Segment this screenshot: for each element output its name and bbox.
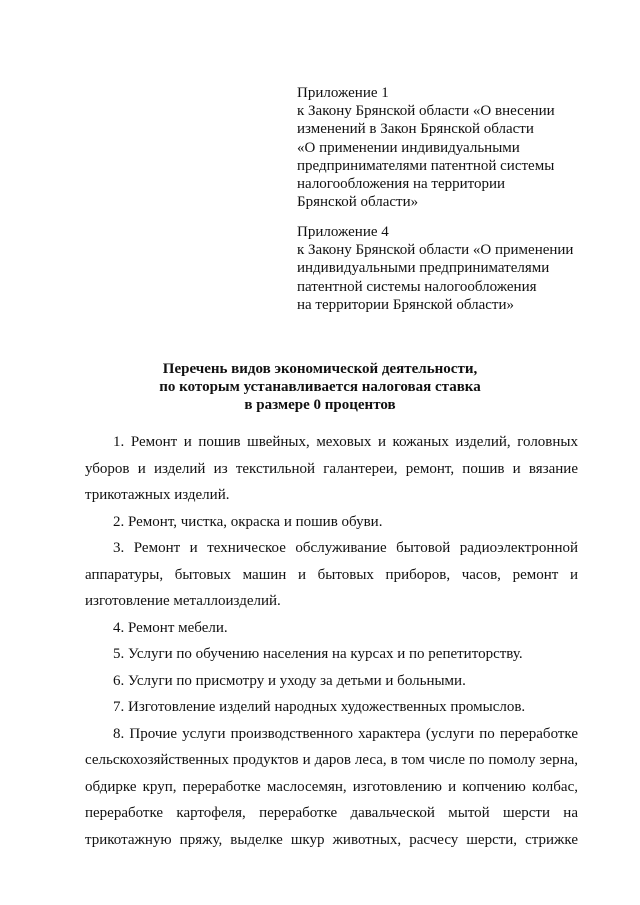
appendix-1-line: налогообложения на территории <box>297 176 506 193</box>
list-item: 4. Ремонт мебели. <box>113 619 228 636</box>
appendix-4-header <box>297 223 597 314</box>
list-item: 1. Ремонт и пошив швейных, меховых и кожаных изделий, головных уборов и изделий из текстильной галантереи, ремонт, пошив и вязание трикотажных изделий. <box>85 434 578 503</box>
list-item: 3. Ремонт и техническое обслуживание бытовой радиоэлектронной аппаратуры, бытовых машин и бытовых приборов, часов, ремонт и изготовление металлоизделий. <box>85 540 578 609</box>
appendix-4-line: на территории Брянской области» <box>297 296 514 313</box>
appendix-1-line: изменений в Закон Брянской области <box>297 121 534 138</box>
title-line: по которым устанавливается налоговая ставка <box>159 379 481 395</box>
appendix-4-line: к Закону Брянской области «О применении <box>297 242 574 259</box>
activity-list <box>85 429 578 853</box>
appendix-1-line: к Закону Брянской области «О внесении <box>297 103 555 120</box>
appendix-1-line: Брянской области» <box>297 194 419 211</box>
appendix-1-line: «О применении индивидуальными <box>297 139 520 156</box>
title-line: в размере 0 процентов <box>244 397 396 413</box>
list-item: 6. Услуги по присмотру и уходу за детьми и больными. <box>113 672 466 689</box>
appendix-1-line: Приложение 1 <box>297 85 389 101</box>
appendix-4-line: патентной системы налогообложения <box>297 278 537 295</box>
appendix-4-line: индивидуальными предпринимателями <box>297 260 550 277</box>
list-item: 8. Прочие услуги производственного характера (услуги по переработке сельскохозяйственных продуктов и даров леса, в том числе по помолу зерна, обдирке круп, переработке маслосемян, изготовлению и копчению колбас, переработке картофеля, переработке давальческой мытой шерсти на трикотажную пряжу, выделке шкур животных, расчесу шерсти, стрижке <box>85 725 578 848</box>
document-title <box>60 360 580 414</box>
appendix-1-line: предпринимателями патентной системы <box>297 157 555 174</box>
appendix-4-line: Приложение 4 <box>297 224 389 240</box>
appendix-1-header <box>297 84 597 211</box>
list-item: 7. Изготовление изделий народных художественных промыслов. <box>113 699 526 715</box>
list-item: 5. Услуги по обучению населения на курсах и по репетиторству. <box>113 646 523 662</box>
title-line: Перечень видов экономической деятельности, <box>162 361 478 377</box>
list-item: 2. Ремонт, чистка, окраска и пошив обуви. <box>113 513 383 530</box>
